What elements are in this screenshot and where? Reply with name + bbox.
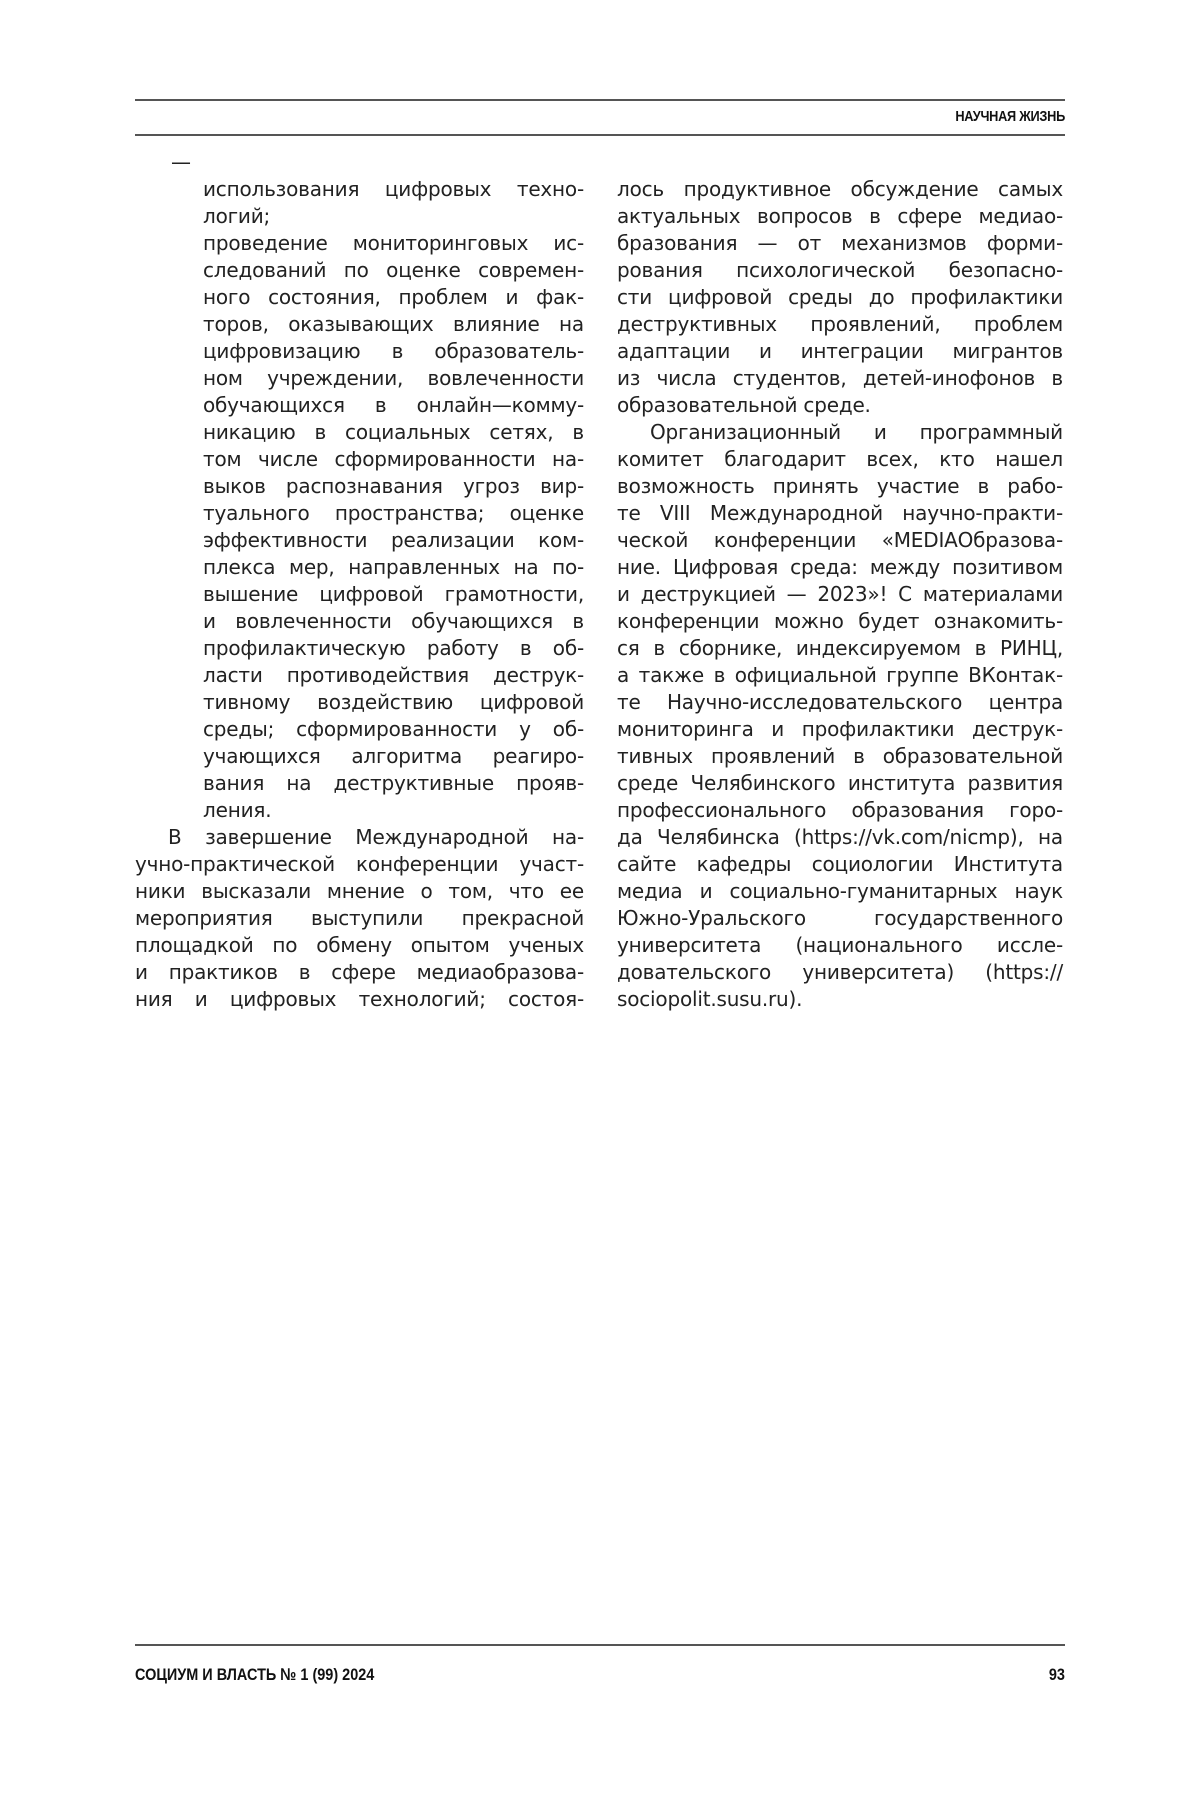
text-line: те VIII Международной научно-практи- — [617, 501, 1063, 525]
text-line: из числа студентов, детей-инофонов в — [617, 366, 1063, 390]
page-number: 93 — [1048, 1665, 1065, 1684]
text-line: вания на деструктивные прояв- — [203, 771, 584, 795]
text-line: рования психологической безопасно- — [617, 258, 1063, 282]
text-line: использования цифровых техно- — [203, 177, 584, 201]
text-line: эффективности реализации ком- — [203, 528, 584, 552]
text-line: профилактическую работу в об- — [203, 636, 584, 660]
text-line: плекса мер, направленных на по- — [203, 555, 584, 579]
list-item-continued — [135, 176, 584, 230]
text-line: мероприятия выступили прекрасной — [135, 906, 584, 930]
list-dash-marker: — — [171, 150, 191, 174]
footer-rule — [135, 1644, 1065, 1646]
text-line: sociopolit.susu.ru). — [617, 987, 803, 1011]
text-line: ческой конференции «MEDIAОбразова- — [617, 528, 1063, 552]
text-line: сти цифровой среды до профилактики — [617, 285, 1063, 309]
text-line: деструктивных проявлений, проблем — [617, 312, 1063, 336]
text-line: ся в сборнике, индексируемом в РИНЦ, — [617, 636, 1063, 660]
text-line: тивному воздействию цифровой — [203, 690, 584, 714]
text-line: адаптации и интеграции мигрантов — [617, 339, 1063, 363]
paragraph-continued — [617, 176, 1063, 419]
text-line: медиа и социально-гуманитарных наук — [617, 879, 1063, 903]
text-line: ном учреждении, вовлеченности — [203, 366, 584, 390]
text-line: туального пространства; оценке — [203, 501, 584, 525]
header-rule-top — [135, 99, 1065, 101]
text-line: цифровизацию в образователь- — [203, 339, 584, 363]
left-column — [135, 150, 584, 1013]
header-rule-bottom — [135, 134, 1065, 136]
text-line: мониторинга и профилактики деструк- — [617, 717, 1063, 741]
text-line: те Научно-исследовательского центра — [617, 690, 1063, 714]
right-column — [617, 176, 1063, 1013]
text-line: профессионального образования горо- — [617, 798, 1063, 822]
text-line: выков распознавания угроз вир- — [203, 474, 584, 498]
text-line: ние. Цифровая среда: между позитивом — [617, 555, 1063, 579]
paragraph-thanks — [617, 419, 1063, 1013]
text-line: тивных проявлений в образовательной — [617, 744, 1063, 768]
text-line: следований по оценке современ- — [203, 258, 584, 282]
text-line: ласти противодействия деструк- — [203, 663, 584, 687]
running-head: НАУЧНАЯ ЖИЗНЬ — [955, 108, 1065, 125]
text-line: и практиков в сфере медиаобразова- — [135, 960, 584, 984]
text-line: актуальных вопросов в сфере медиао- — [617, 204, 1063, 228]
text-line: и деструкцией — 2023»! С материалами — [617, 582, 1063, 606]
text-line: обучающихся в онлайн—комму- — [203, 393, 584, 417]
text-line: комитет благодарит всех, кто нашел — [617, 447, 1063, 471]
text-line: возможность принять участие в рабо- — [617, 474, 1063, 498]
text-line: университета (национального иссле- — [617, 933, 1063, 957]
text-line: том числе сформированности на- — [203, 447, 584, 471]
text-line: учно-практической конференции участ- — [135, 852, 584, 876]
text-line: торов, оказывающих влияние на — [203, 312, 584, 336]
text-line: образовательной среде. — [617, 393, 871, 417]
text-line: В завершение Международной на- — [168, 825, 584, 849]
text-line: а также в официальной группе ВКонтак- — [617, 663, 1063, 687]
text-line: ного состояния, проблем и фак- — [203, 285, 584, 309]
text-line: сайте кафедры социологии Института — [617, 852, 1063, 876]
text-line: довательского университета) (https:// — [617, 960, 1063, 984]
text-line: ния и цифровых технологий; состоя- — [135, 987, 584, 1011]
text-line: бразования — от механизмов форми- — [617, 231, 1063, 255]
text-line: площадкой по обмену опытом ученых — [135, 933, 584, 957]
text-line: учающихся алгоритма реагиро- — [203, 744, 584, 768]
text-line: лось продуктивное обсуждение самых — [617, 177, 1063, 201]
text-line: вышение цифровой грамотности, — [203, 582, 584, 606]
text-line: никацию в социальных сетях, в — [203, 420, 584, 444]
text-line: проведение мониторинговых ис- — [203, 231, 584, 255]
text-line: да Челябинска (https://vk.com/nicmp), на — [617, 825, 1063, 849]
journal-title: СОЦИУМ И ВЛАСТЬ № 1 (99) 2024 — [135, 1665, 375, 1684]
text-line: и вовлеченности обучающихся в — [203, 609, 584, 633]
text-line: среде Челябинского института развития — [617, 771, 1063, 795]
text-line: ления. — [203, 798, 272, 822]
text-line: ники высказали мнение о том, что ее — [135, 879, 584, 903]
text-line: Южно-Уральского государственного — [617, 906, 1063, 930]
text-line: логий; — [203, 204, 271, 228]
text-line: Организационный и программный — [650, 420, 1063, 444]
text-line: конференции можно будет ознакомить- — [617, 609, 1063, 633]
paragraph-conclusion — [135, 824, 584, 1013]
text-line: среды; сформированности у об- — [203, 717, 584, 741]
